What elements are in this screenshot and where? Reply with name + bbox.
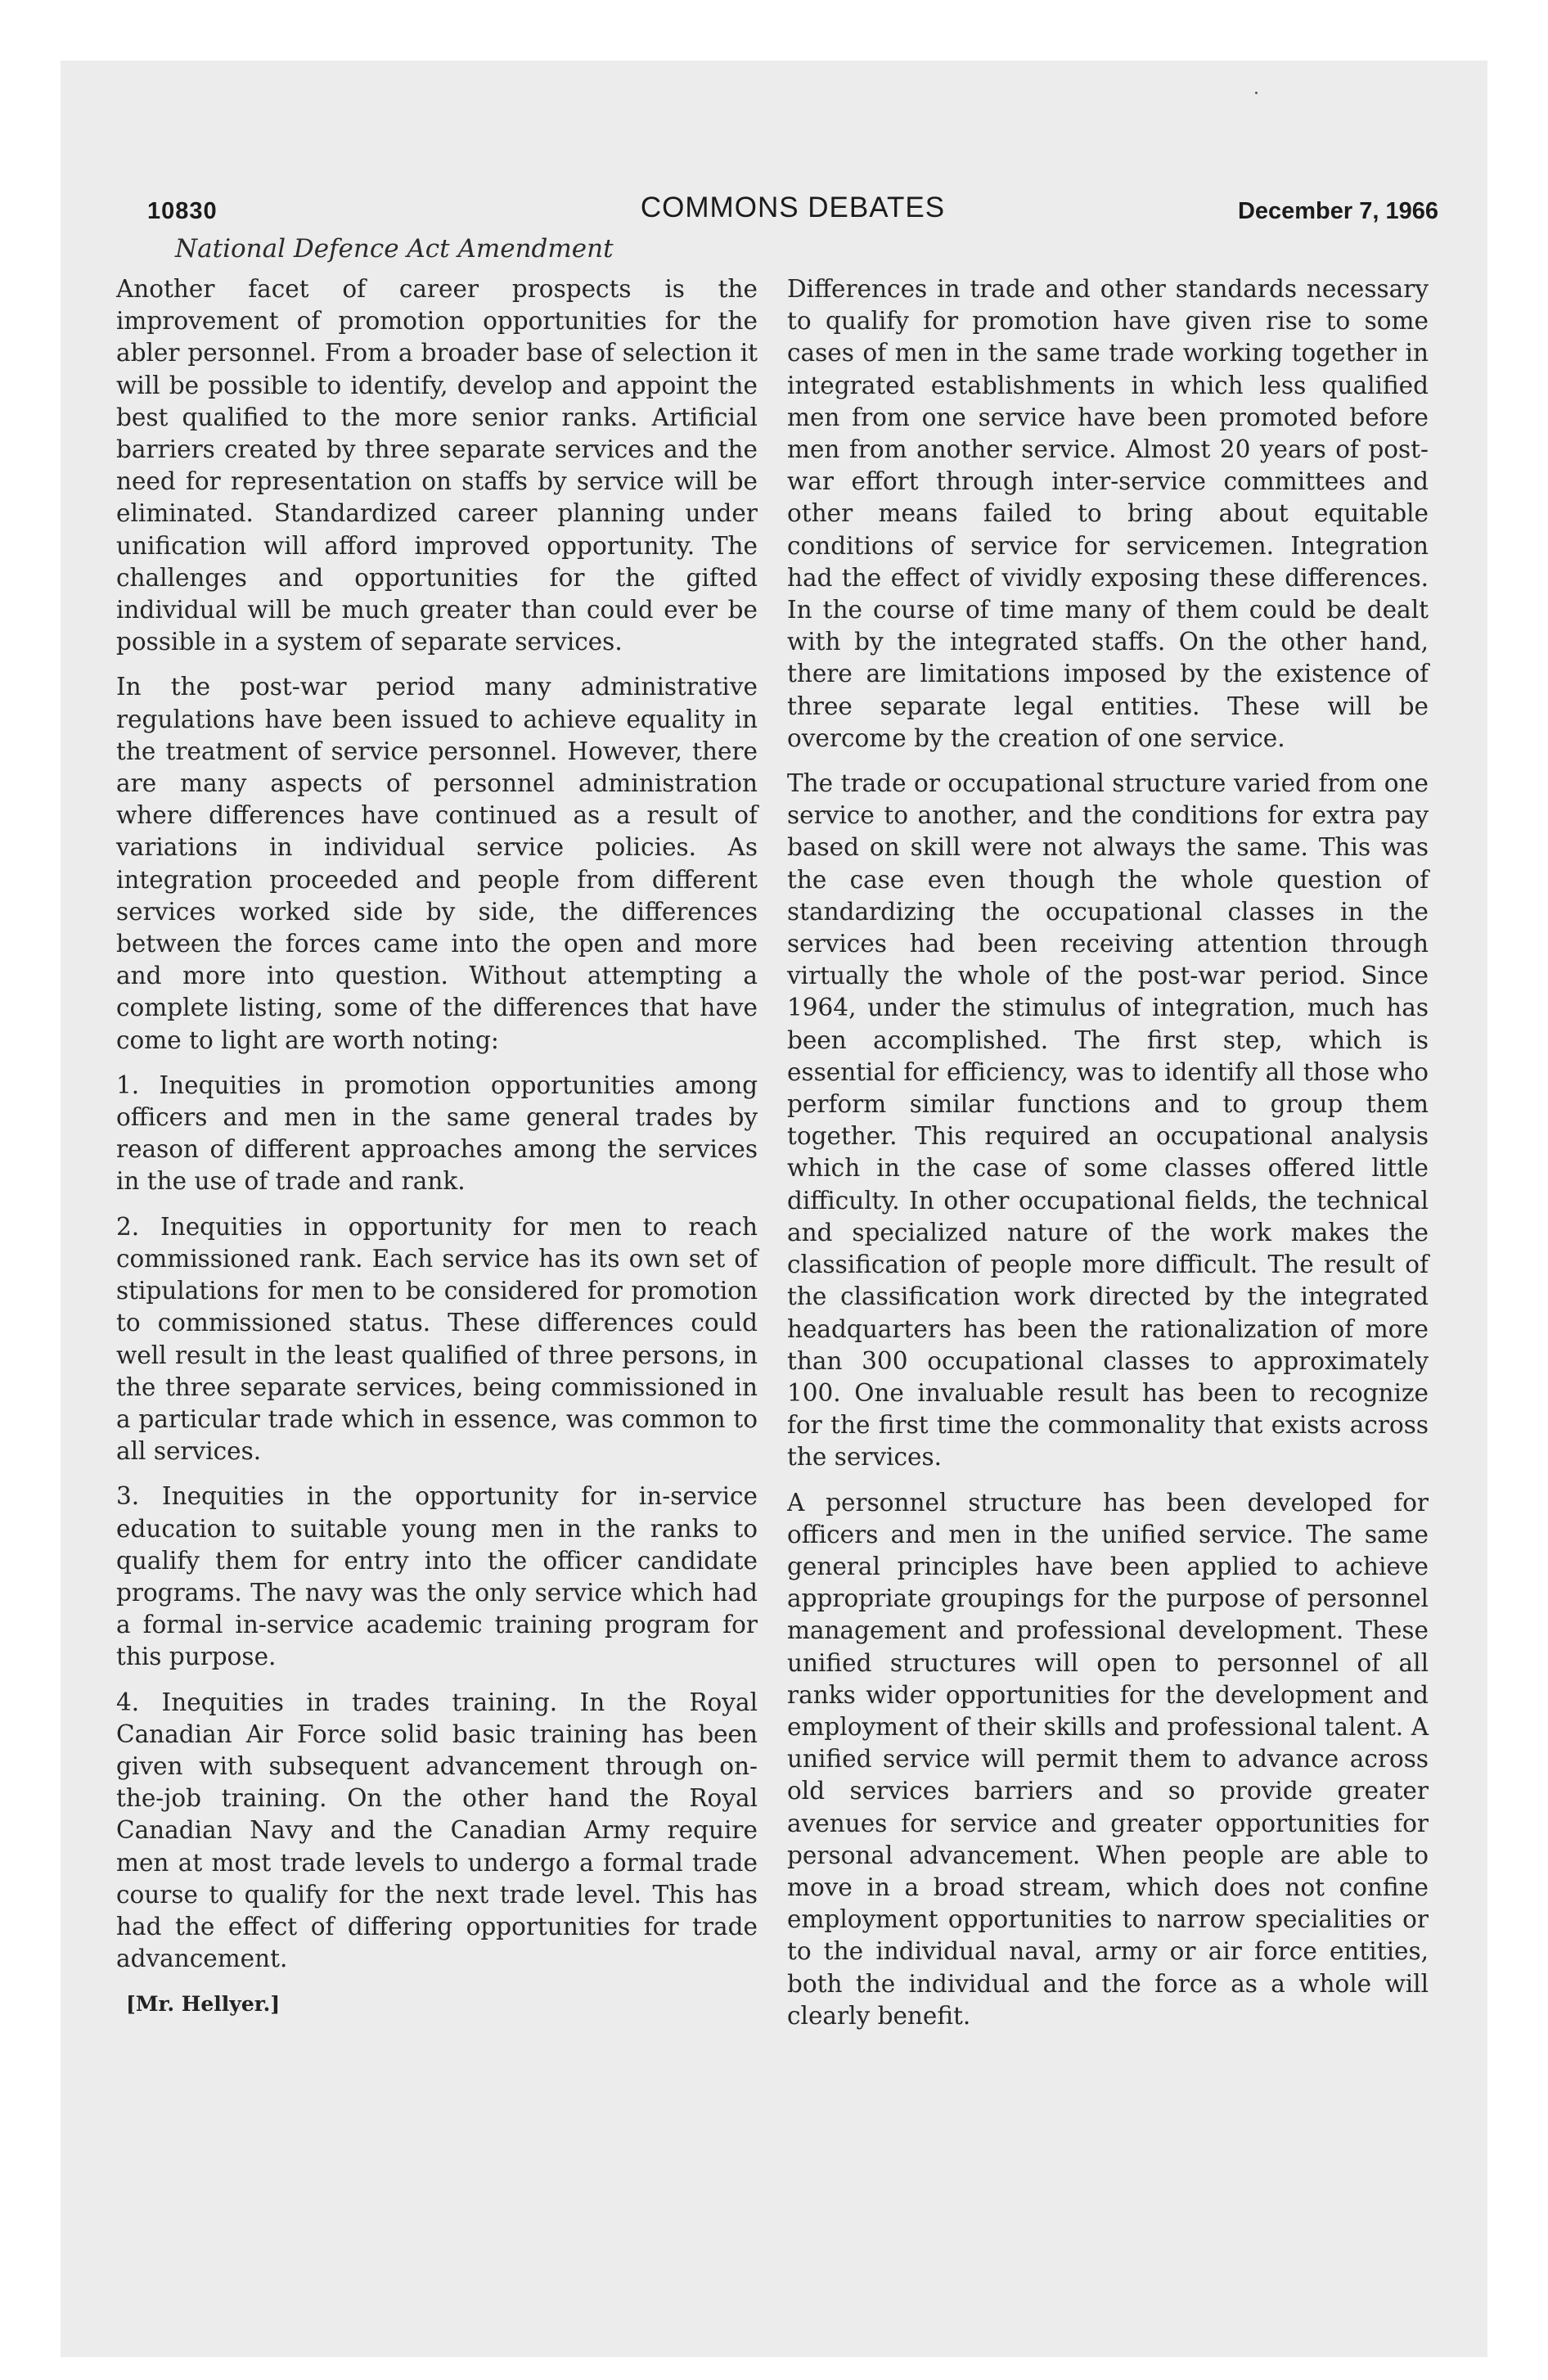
paragraph: A personnel structure has been developed for officers and men in the unified service. The same general principles have been applied to achieve appropriate groupings for the purpose of personnel management and professional development. These unified structures will open to personnel of all ranks wider opportunities for the development and employment of their skills and professional talent. A unified service will permit them to advance across old services barriers and so provide greater avenues for service and greater opportunities for personal advancement. When people are able to move in a broad stream, which does not confine employment opportunities to narrow specialities or to the individual naval, army or air force entities, both the individual and the force as a whole will clearly benefit. [787,1488,1429,2030]
paragraph: The trade or occupational structure varied from one service to another, and the conditions for extra pay based on skill were not always the same. This was the case even though the whole question of standardizing the occupational classes in the services had been receiving attention through virtually the whole of the post-war period. Since 1964, under the stimulus of integration, much has been accomplished. The first step, which is essential for efficiency, was to identify all those who perform similar functions and to group them together. This required an occupational analysis which in the case of some classes offered little difficulty. In other occupational fields, the technical and specialized nature of the work makes the classification of people more difficult. The result of the classification work directed by the integrated headquarters has been the rationalization of more than 300 occupational classes to approximately 100. One invaluable result has been to recognize for the first time the commonality that exists across the services. [787,769,1429,1472]
left-column [116,273,758,2021]
section-title: National Defence Act Amendment [175,234,614,264]
list-item: 2. Inequities in opportunity for men to reach commissioned rank. Each service has its own set of stipulations for men to be considered for promotion to commissioned status. These differences could well result in the least qualified of three persons, in the three separate services, being commissioned in a particular trade which in essence, was common to all services. [116,1212,758,1466]
page-header [147,192,1438,232]
page-number: 10830 [147,198,218,224]
paragraph: Differences in trade and other standards necessary to qualify for promotion have given rise to some cases of men in the same trade working together in integrated establishments in which less qualified men from one service have been promoted before men from another service. Almost 20 years of post-war effort through inter-service committees and other means failed to bring about equitable conditions of service for servicemen. Integration had the effect of vividly exposing these differences. In the course of time many of them could be dealt with by the integrated staffs. On the other hand, there are limitations imposed by the existence of three separate legal entities. These will be overcome by the creation of one service. [787,275,1429,752]
journal-title: COMMONS DEBATES [640,192,946,223]
scan-speck [1255,92,1258,94]
list-item: 1. Inequities in promotion opportunities among officers and men in the same general trades by reason of different approaches among the services in the use of trade and rank. [116,1071,758,1196]
list-item: 4. Inequities in trades training. In the Royal Canadian Air Force solid basic training has been given with subsequent advancement through on-the-job training. On the other hand the Royal Canadian Navy and the Canadian Army require men at most trade levels to undergo a formal trade course to qualify for the next trade level. This has had the effect of differing opportunities for trade advancement. [116,1688,758,1973]
right-column [787,273,1429,2045]
paragraph: Another facet of career prospects is the improvement of promotion opportunities for the abler personnel. From a broader base of selection it will be possible to identify, develop and appoint the best qualified to the more senior ranks. Artificial barriers created by three separate services and the need for representation on staffs by service will be eliminated. Standardized career planning under unification will afford improved opportunity. The challenges and opportunities for the gifted individual will be much greater than could ever be possible in a system of separate services. [116,275,758,656]
list-item: 3. Inequities in the opportunity for in-service education to suitable young men in the ranks to qualify them for entry into the officer candidate programs. The navy was the only service which had a formal in-service academic training program for this purpose. [116,1482,758,1671]
paragraph: In the post-war period many administrative regulations have been issued to achieve equality in the treatment of service personnel. However, there are many aspects of personnel administration where differences have continued as a result of variations in individual service policies. As integration proceeded and people from different services worked side by side, the differences between the forces came into the open and more and more into question. Without attempting a complete listing, some of the differences that have come to light are worth noting: [116,673,758,1054]
speaker-tag: [Mr. Hellyer.] [126,1992,281,2017]
page-date: December 7, 1966 [1237,198,1438,224]
